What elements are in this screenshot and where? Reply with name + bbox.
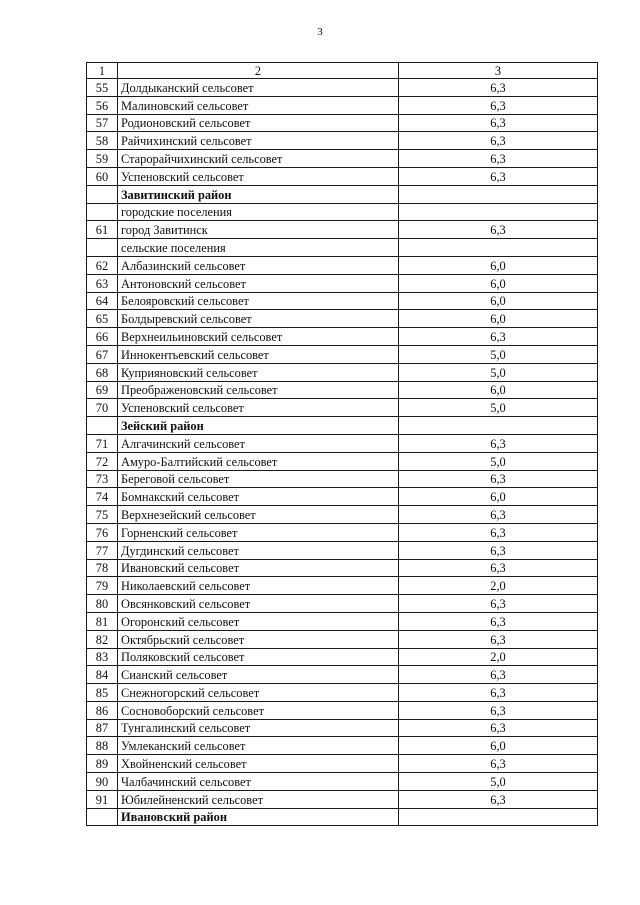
row-value: 6,0 — [399, 274, 598, 292]
row-number: 89 — [87, 755, 118, 773]
row-name: Малиновский сельсовет — [118, 96, 399, 114]
row-name: Куприяновский сельсовет — [118, 363, 399, 381]
row-number: 81 — [87, 612, 118, 630]
row-name: Антоновский сельсовет — [118, 274, 399, 292]
row-number: 69 — [87, 381, 118, 399]
row-number — [87, 203, 118, 221]
row-number: 76 — [87, 523, 118, 541]
row-name: Иннокентьевский сельсовет — [118, 345, 399, 363]
table-row — [87, 399, 598, 417]
table-body — [87, 79, 598, 826]
row-value: 2,0 — [399, 577, 598, 595]
row-value: 6,3 — [399, 719, 598, 737]
row-value: 6,3 — [399, 684, 598, 702]
group-row — [87, 239, 598, 257]
table-row — [87, 256, 598, 274]
row-number: 61 — [87, 221, 118, 239]
row-name: Николаевский сельсовет — [118, 577, 399, 595]
row-name: Успеновский сельсовет — [118, 167, 399, 185]
row-number: 67 — [87, 345, 118, 363]
table-header-row — [87, 63, 598, 79]
row-number: 77 — [87, 541, 118, 559]
row-number: 87 — [87, 719, 118, 737]
row-value: 6,3 — [399, 790, 598, 808]
row-number — [87, 417, 118, 435]
row-value — [399, 185, 598, 203]
header-col-1: 1 — [87, 63, 118, 79]
row-value: 6,0 — [399, 381, 598, 399]
row-value — [399, 808, 598, 826]
table-row — [87, 541, 598, 559]
table-row — [87, 452, 598, 470]
header-col-2: 2 — [118, 63, 399, 79]
row-name: Снежногорский сельсовет — [118, 684, 399, 702]
row-number — [87, 239, 118, 257]
row-value: 6,0 — [399, 310, 598, 328]
row-name: город Завитинск — [118, 221, 399, 239]
row-value: 6,3 — [399, 506, 598, 524]
row-number: 56 — [87, 96, 118, 114]
table-row — [87, 648, 598, 666]
row-number: 73 — [87, 470, 118, 488]
table-row — [87, 666, 598, 684]
table-row — [87, 773, 598, 791]
row-value: 6,3 — [399, 167, 598, 185]
row-value: 6,3 — [399, 541, 598, 559]
row-name: Зейский район — [118, 417, 399, 435]
row-value: 5,0 — [399, 773, 598, 791]
row-name: Ивановский район — [118, 808, 399, 826]
table-row — [87, 363, 598, 381]
row-name: Райчихинский сельсовет — [118, 132, 399, 150]
row-value: 5,0 — [399, 399, 598, 417]
row-value: 6,3 — [399, 132, 598, 150]
row-number: 88 — [87, 737, 118, 755]
table-row — [87, 470, 598, 488]
row-number: 79 — [87, 577, 118, 595]
table-row — [87, 292, 598, 310]
row-name: Белояровский сельсовет — [118, 292, 399, 310]
row-name: Чалбачинский сельсовет — [118, 773, 399, 791]
table-row — [87, 577, 598, 595]
row-name: сельские поселения — [118, 239, 399, 257]
table-row — [87, 523, 598, 541]
table-row — [87, 701, 598, 719]
row-name: Завитинский район — [118, 185, 399, 203]
row-name: Старорайчихинский сельсовет — [118, 150, 399, 168]
row-value — [399, 417, 598, 435]
row-name: Юбилейненский сельсовет — [118, 790, 399, 808]
section-row — [87, 417, 598, 435]
row-name: Болдыревский сельсовет — [118, 310, 399, 328]
table-row — [87, 488, 598, 506]
row-number: 74 — [87, 488, 118, 506]
row-value: 6,0 — [399, 256, 598, 274]
row-name: Ивановский сельсовет — [118, 559, 399, 577]
row-number: 83 — [87, 648, 118, 666]
row-value: 2,0 — [399, 648, 598, 666]
row-name: Верхнезейский сельсовет — [118, 506, 399, 524]
row-value: 6,3 — [399, 114, 598, 132]
table-row — [87, 328, 598, 346]
row-name: Горненский сельсовет — [118, 523, 399, 541]
table-row — [87, 274, 598, 292]
row-name: Октябрьский сельсовет — [118, 630, 399, 648]
row-name: Алгачинский сельсовет — [118, 434, 399, 452]
row-value: 6,3 — [399, 79, 598, 97]
row-name: городские поселения — [118, 203, 399, 221]
row-value: 6,3 — [399, 612, 598, 630]
row-name: Преображеновский сельсовет — [118, 381, 399, 399]
table-row — [87, 79, 598, 97]
row-name: Дугдинский сельсовет — [118, 541, 399, 559]
row-name: Тунгалинский сельсовет — [118, 719, 399, 737]
row-number: 72 — [87, 452, 118, 470]
row-name: Умлеканский сельсовет — [118, 737, 399, 755]
row-number — [87, 185, 118, 203]
row-number: 84 — [87, 666, 118, 684]
table-row — [87, 167, 598, 185]
row-value: 5,0 — [399, 345, 598, 363]
row-value: 6,3 — [399, 221, 598, 239]
row-value: 6,3 — [399, 666, 598, 684]
table-row — [87, 790, 598, 808]
row-value: 5,0 — [399, 452, 598, 470]
row-name: Родионовский сельсовет — [118, 114, 399, 132]
row-number: 64 — [87, 292, 118, 310]
row-name: Огоронский сельсовет — [118, 612, 399, 630]
row-number: 58 — [87, 132, 118, 150]
row-number: 62 — [87, 256, 118, 274]
row-name: Бомнакский сельсовет — [118, 488, 399, 506]
row-number: 85 — [87, 684, 118, 702]
row-number: 68 — [87, 363, 118, 381]
row-value: 6,3 — [399, 630, 598, 648]
group-row — [87, 203, 598, 221]
row-value: 6,3 — [399, 328, 598, 346]
section-row — [87, 185, 598, 203]
row-number: 70 — [87, 399, 118, 417]
row-name: Поляковский сельсовет — [118, 648, 399, 666]
row-number: 78 — [87, 559, 118, 577]
row-number: 86 — [87, 701, 118, 719]
row-value: 6,3 — [399, 701, 598, 719]
table-row — [87, 434, 598, 452]
row-number: 91 — [87, 790, 118, 808]
row-name: Овсянковский сельсовет — [118, 595, 399, 613]
row-name: Сосновоборский сельсовет — [118, 701, 399, 719]
row-value: 6,0 — [399, 292, 598, 310]
table-row — [87, 559, 598, 577]
row-number: 90 — [87, 773, 118, 791]
row-number: 82 — [87, 630, 118, 648]
table-row — [87, 345, 598, 363]
row-name: Верхнеильиновский сельсовет — [118, 328, 399, 346]
row-value: 6,3 — [399, 523, 598, 541]
row-number: 80 — [87, 595, 118, 613]
row-name: Сианский сельсовет — [118, 666, 399, 684]
row-value: 5,0 — [399, 363, 598, 381]
row-value — [399, 203, 598, 221]
table-row — [87, 221, 598, 239]
table-row — [87, 630, 598, 648]
row-value: 6,3 — [399, 434, 598, 452]
table-row — [87, 114, 598, 132]
row-name: Долдыканский сельсовет — [118, 79, 399, 97]
row-number: 60 — [87, 167, 118, 185]
table-row — [87, 755, 598, 773]
table-row — [87, 684, 598, 702]
row-number: 71 — [87, 434, 118, 452]
row-value: 6,0 — [399, 737, 598, 755]
row-name: Албазинский сельсовет — [118, 256, 399, 274]
row-number: 75 — [87, 506, 118, 524]
table-row — [87, 595, 598, 613]
page-number: 3 — [317, 26, 323, 38]
row-value — [399, 239, 598, 257]
table-row — [87, 381, 598, 399]
row-value: 6,3 — [399, 470, 598, 488]
row-value: 6,3 — [399, 150, 598, 168]
row-value: 6,3 — [399, 755, 598, 773]
table-row — [87, 310, 598, 328]
table-row — [87, 612, 598, 630]
row-value: 6,0 — [399, 488, 598, 506]
row-number: 63 — [87, 274, 118, 292]
row-value: 6,3 — [399, 96, 598, 114]
row-number: 57 — [87, 114, 118, 132]
table-row — [87, 737, 598, 755]
row-name: Береговой сельсовет — [118, 470, 399, 488]
row-value: 6,3 — [399, 559, 598, 577]
table-row — [87, 96, 598, 114]
row-number: 66 — [87, 328, 118, 346]
row-number: 59 — [87, 150, 118, 168]
table-row — [87, 506, 598, 524]
table-row — [87, 719, 598, 737]
row-number — [87, 808, 118, 826]
header-col-3: 3 — [399, 63, 598, 79]
rates-table — [86, 62, 598, 826]
table-row — [87, 150, 598, 168]
row-name: Хвойненский сельсовет — [118, 755, 399, 773]
row-name: Амуро-Балтийский сельсовет — [118, 452, 399, 470]
section-row — [87, 808, 598, 826]
row-value: 6,3 — [399, 595, 598, 613]
row-number: 65 — [87, 310, 118, 328]
row-name: Успеновский сельсовет — [118, 399, 399, 417]
table-row — [87, 132, 598, 150]
row-number: 55 — [87, 79, 118, 97]
